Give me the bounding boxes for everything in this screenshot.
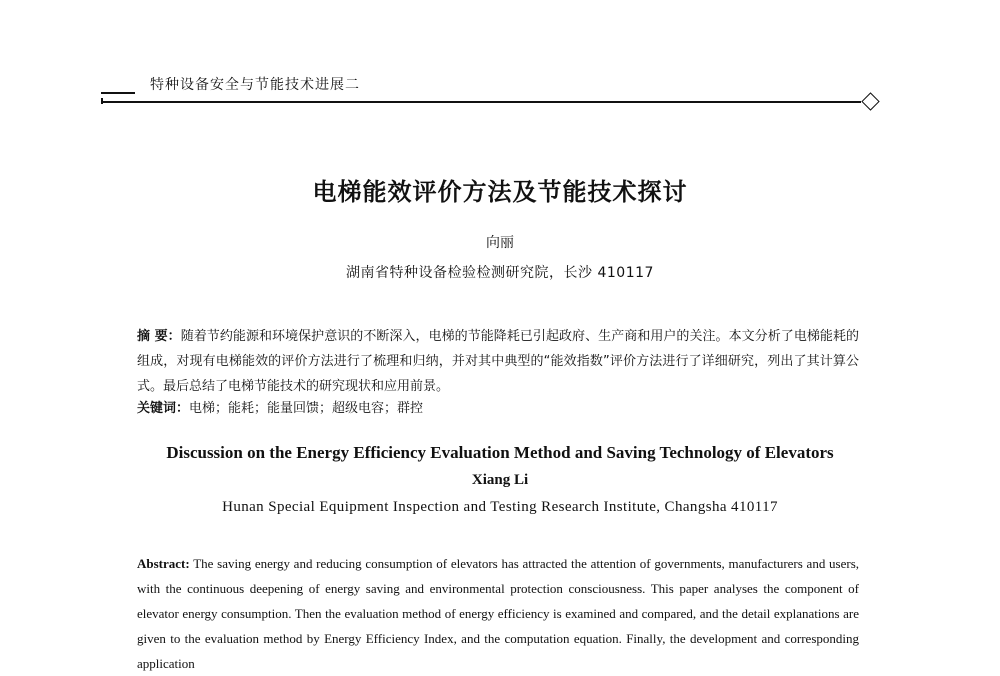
- abstract-cn-label: 摘 要：: [137, 329, 181, 344]
- paper-title-en: Discussion on the Energy Efficiency Evaluation Method and Saving Technology of Elevators: [166, 443, 834, 462]
- keywords-cn: [137, 399, 859, 419]
- keywords-cn-text: 电梯；能耗；能量回馈；超级电容；群控: [189, 401, 424, 416]
- affiliation-cn: 湖南省特种设备检验检测研究院，长沙 410117: [346, 265, 654, 281]
- abstract-cn: [137, 324, 859, 399]
- abstract-en-label: Abstract:: [137, 556, 190, 571]
- abstract-en: [137, 551, 859, 676]
- paper-title-cn: 电梯能效评价方法及节能技术探讨: [312, 178, 688, 206]
- keywords-cn-label: 关键词：: [137, 401, 190, 416]
- header-rule-long: [101, 101, 861, 103]
- author-cn: 向丽: [486, 235, 514, 251]
- author-en: Xiang Li: [471, 472, 529, 488]
- abstract-en-text: The saving energy and reducing consumption of elevators has attracted the attention of governments, manufacturers and users, with the continuous deepening of energy saving and environmental protection consciousness. This paper analyses the component of elevator energy consumption. Then the evaluation method of energy efficiency is examined and compared, and the detail explanations are given to the evaluation method by Energy Efficiency Index, and the computation equation. Finally, the development and corresponding application: [137, 556, 860, 671]
- affiliation-en: Hunan Special Equipment Inspection and Testing Research Institute, Changsha 410117: [222, 499, 778, 515]
- header-rule-short: [101, 92, 135, 94]
- series-title: 特种设备安全与节能技术进展二: [150, 77, 360, 93]
- diamond-icon: [861, 92, 879, 110]
- abstract-cn-text: 随着节约能源和环境保护意识的不断深入，电梯的节能降耗已引起政府、生产商和用户的关注。本文分析了电梯能耗的组成，对现有电梯能效的评价方法进行了梳理和归纳，并对其中典型的“能效指数”评价方法进行了详细研究，列出了其计算公式。最后总结了电梯节能技术的研究现状和应用前景。: [137, 329, 859, 394]
